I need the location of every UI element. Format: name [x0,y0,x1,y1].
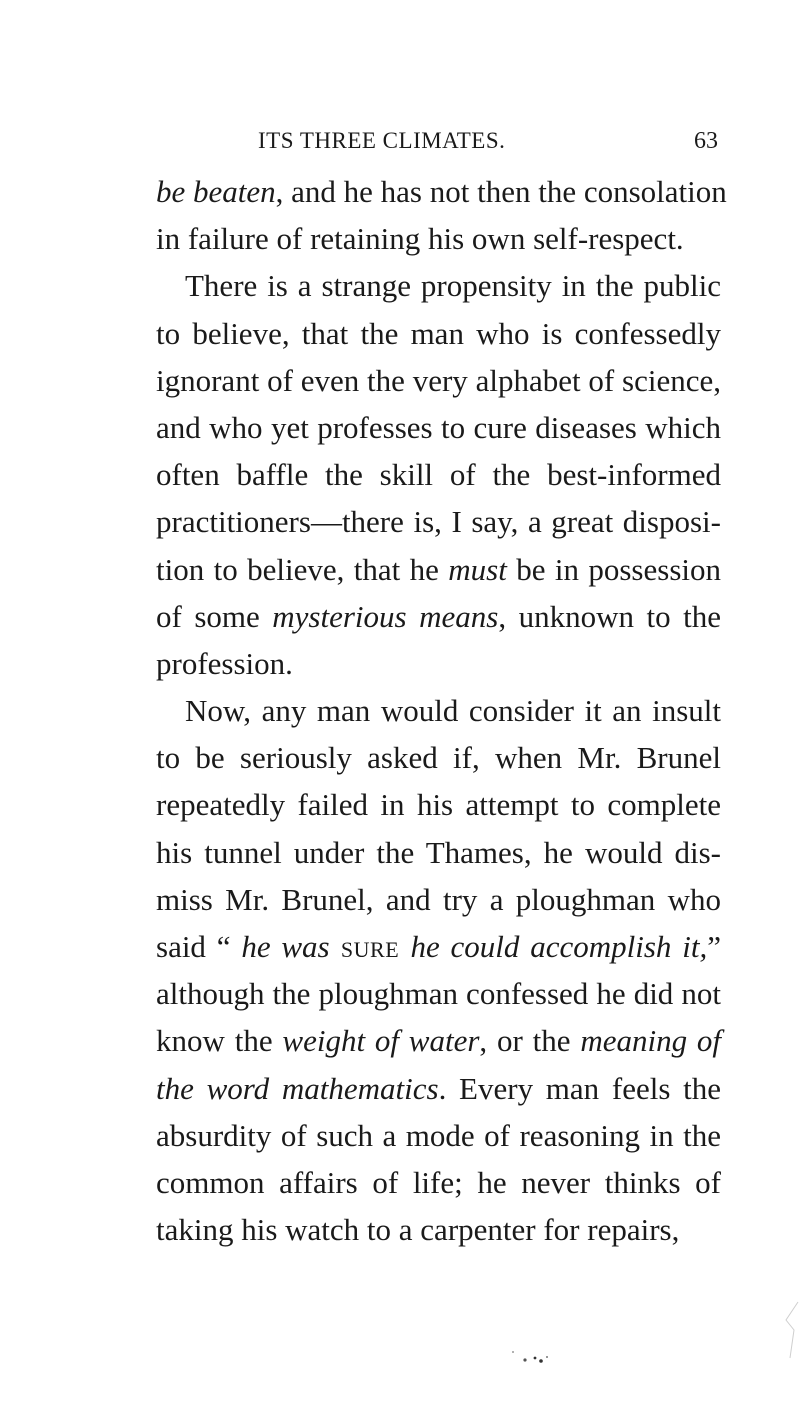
text-segment: his tunnel under the Thames, he would dis- [156,834,721,870]
text-segment: common affairs of life; he never thinks of [156,1164,721,1200]
margin-smudge [760,1300,800,1360]
text-segment: ignorant of even the very alphabet of science, [156,362,721,398]
text-segment: . Every man feels the [438,1070,721,1106]
text-segment: to be seriously asked if, when Mr. Brunel [156,740,721,776]
text-line [156,687,721,734]
text-line [156,404,721,451]
text-segment: said “ [156,929,242,964]
text-segment: although the ploughman confessed he did not [156,976,721,1012]
text-line [156,546,721,593]
text-segment: Now, any man would consider it an insult [185,693,721,729]
text-segment: There is a strange propensity in the public [185,268,721,304]
text-line [156,1159,721,1206]
italic-text: mysterious means [272,598,499,634]
body-text [156,168,727,1253]
text-line [156,168,727,215]
text-segment: profession. [156,645,293,681]
text-line [156,923,721,970]
italic-text: he could accomplish it, [410,929,708,964]
text-segment: practitioners—there is, I say, a great disposi- [156,504,721,540]
text-line [156,593,721,640]
text-segment: , or the [479,1023,581,1059]
running-head [258,128,718,158]
italic-text: weight of water [282,1023,480,1059]
text-segment: miss Mr. Brunel, and try a ploughman who [156,881,721,917]
text-segment: tion to believe, that he [156,551,449,587]
text-segment: to believe, that the man who is confessedly [156,315,721,351]
small-caps-text: sure [329,929,411,964]
text-segment: taking his watch to a carpenter for repairs, [156,1212,680,1248]
text-line [156,262,721,309]
text-line [156,734,721,781]
text-line [156,498,721,545]
running-title: ITS THREE CLIMATES. [258,128,506,153]
text-line [156,829,721,876]
text-segment: ” [707,929,721,964]
italic-text: be beaten [156,174,276,209]
text-line [156,310,721,357]
text-line [156,1017,721,1064]
text-line [156,640,721,687]
page-number: 63 [694,128,718,154]
text-line [156,876,721,923]
text-segment: in failure of retaining his own self-respect. [156,221,684,257]
text-line [156,781,721,828]
text-segment: be in possession [506,551,721,587]
text-segment: repeatedly failed in his attempt to complete [156,787,721,823]
text-line [156,215,721,262]
text-segment: of some [156,598,273,634]
text-line [156,1112,721,1159]
italic-text: must [448,551,507,587]
text-line [156,1065,721,1112]
ink-flecks [505,1342,555,1372]
text-segment: know the [156,1023,283,1059]
italic-text: he was [241,929,330,964]
text-line [156,970,721,1017]
text-line [156,451,721,498]
text-line [156,1206,721,1253]
text-line [156,357,721,404]
text-segment: often baffle the skill of the best-informed [156,457,721,493]
text-segment: , unknown to the [498,598,721,634]
text-segment: and who yet professes to cure diseases which [156,409,721,445]
italic-text: meaning of [580,1023,721,1059]
italic-text: the word mathematics [156,1070,439,1106]
text-segment: absurdity of such a mode of reasoning in the [156,1117,721,1153]
text-segment: , and he has not then the consolation [275,174,727,209]
